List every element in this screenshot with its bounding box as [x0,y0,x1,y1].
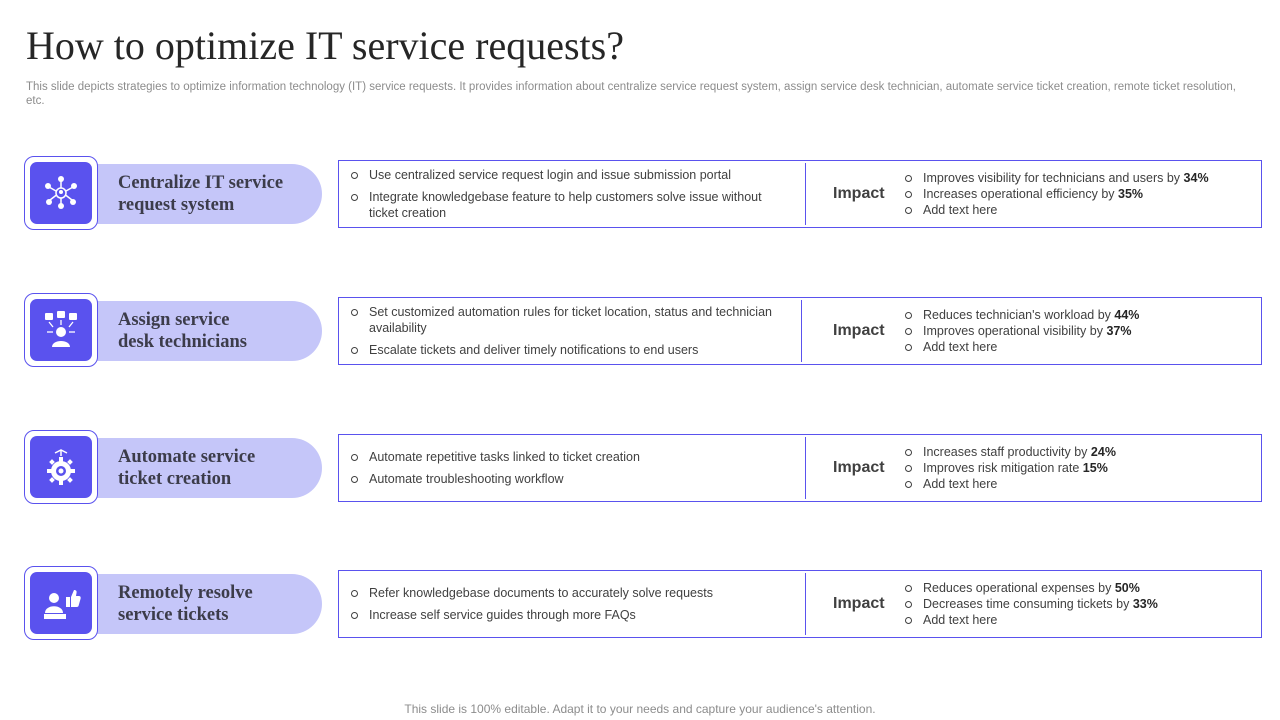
strategy-icon-frame [24,156,98,230]
strategy-label-line2: request system [118,195,235,215]
impact-label: Impact [833,595,885,612]
action-list [351,435,791,501]
strategy-label-line1: Remotely resolve [118,583,253,603]
strategy-row-remote [24,566,1264,644]
strategy-details-box [338,160,1262,228]
impact-divider [801,300,802,362]
impact-label: Impact [833,185,885,202]
impact-value: 34% [1183,171,1209,185]
impact-divider [805,163,806,225]
impact-text: Add text here [923,477,998,491]
action-list [351,161,791,227]
action-item: Automate troubleshooting workflow [351,471,791,487]
strategy-label [118,438,318,498]
impact-text: Add text here [923,340,998,354]
impact-text: Decreases time consuming tickets by [923,597,1130,611]
action-item: Use centralized service request login and issue submission portal [351,167,791,183]
impact-item [905,186,1255,202]
impact-item [905,612,1255,628]
page-subtitle: This slide depicts strategies to optimize information technology (IT) service requests. It provides information about centralize service request system, assign service desk technician, automate service ticket creation, remote ticket resolution, etc. [26,81,1236,107]
impact-divider [805,573,806,635]
strategy-label-line1: Assign service [118,310,230,330]
impact-list [905,571,1255,637]
impact-item [905,476,1255,492]
action-item: Integrate knowledgebase feature to help customers solve issue without ticket creation [351,189,791,221]
impact-list [905,435,1255,501]
action-item: Escalate tickets and deliver timely notifications to end users [351,342,791,358]
strategy-label [118,574,318,634]
strategy-icon-frame [24,293,98,367]
impact-text: Improves risk mitigation rate [923,461,1080,475]
technician-idea-icon [30,299,92,361]
impact-label: Impact [833,459,885,476]
strategy-details-box [338,570,1262,638]
impact-value: 24% [1090,445,1116,459]
strategy-label-pill [94,438,322,498]
remote-support-thumbs-up-icon [30,572,92,634]
strategy-label-line1: Automate service [118,447,256,467]
strategy-icon-frame [24,566,98,640]
impact-text: Improves visibility for technicians and users by [923,171,1181,185]
strategy-label-pill [94,574,322,634]
impact-item [905,307,1255,323]
strategy-details-box [338,434,1262,502]
impact-text: Add text here [923,613,998,627]
strategy-label-pill [94,301,322,361]
strategy-label [118,164,318,224]
impact-value: 50% [1114,581,1140,595]
impact-list [905,298,1255,364]
strategy-label-pill [94,164,322,224]
action-item: Set customized automation rules for ticket location, status and technician availability [351,304,791,336]
strategy-label-line2: desk technicians [118,332,248,352]
impact-item [905,202,1255,218]
impact-value: 35% [1118,187,1144,201]
impact-item [905,460,1255,476]
strategy-row-assign [24,293,1264,371]
strategy-row-centralize [24,156,1264,234]
impact-item [905,323,1255,339]
impact-item [905,580,1255,596]
strategy-label-line2: ticket creation [118,469,232,489]
impact-text: Improves operational visibility by [923,324,1103,338]
impact-item [905,170,1255,186]
page-title: How to optimize IT service requests? [26,23,624,68]
automation-gear-icon [30,436,92,498]
impact-value: 37% [1106,324,1132,338]
impact-text: Increases staff productivity by [923,445,1088,459]
action-list [351,298,791,364]
impact-list [905,161,1255,227]
impact-item [905,339,1255,355]
impact-text: Add text here [923,203,998,217]
action-list [351,571,791,637]
impact-divider [805,437,806,499]
strategy-label [118,301,318,361]
action-item: Refer knowledgebase documents to accurately solve requests [351,585,791,601]
strategy-icon-frame [24,430,98,504]
impact-value: 15% [1082,461,1108,475]
impact-text: Reduces operational expenses by [923,581,1112,595]
impact-value: 33% [1132,597,1158,611]
impact-label: Impact [833,322,885,339]
strategy-label-line1: Centralize IT service [118,173,284,193]
impact-item [905,444,1255,460]
strategy-row-automate [24,430,1264,508]
action-item: Increase self service guides through more FAQs [351,607,791,623]
impact-text: Increases operational efficiency by [923,187,1115,201]
impact-item [905,596,1255,612]
footer-note: This slide is 100% editable. Adapt it to your needs and capture your audience's attention. [404,702,876,716]
action-item: Automate repetitive tasks linked to ticket creation [351,449,791,465]
impact-value: 44% [1114,308,1140,322]
strategy-details-box [338,297,1262,365]
impact-text: Reduces technician's workload by [923,308,1111,322]
network-users-icon [30,162,92,224]
strategy-label-line2: service tickets [118,605,229,625]
